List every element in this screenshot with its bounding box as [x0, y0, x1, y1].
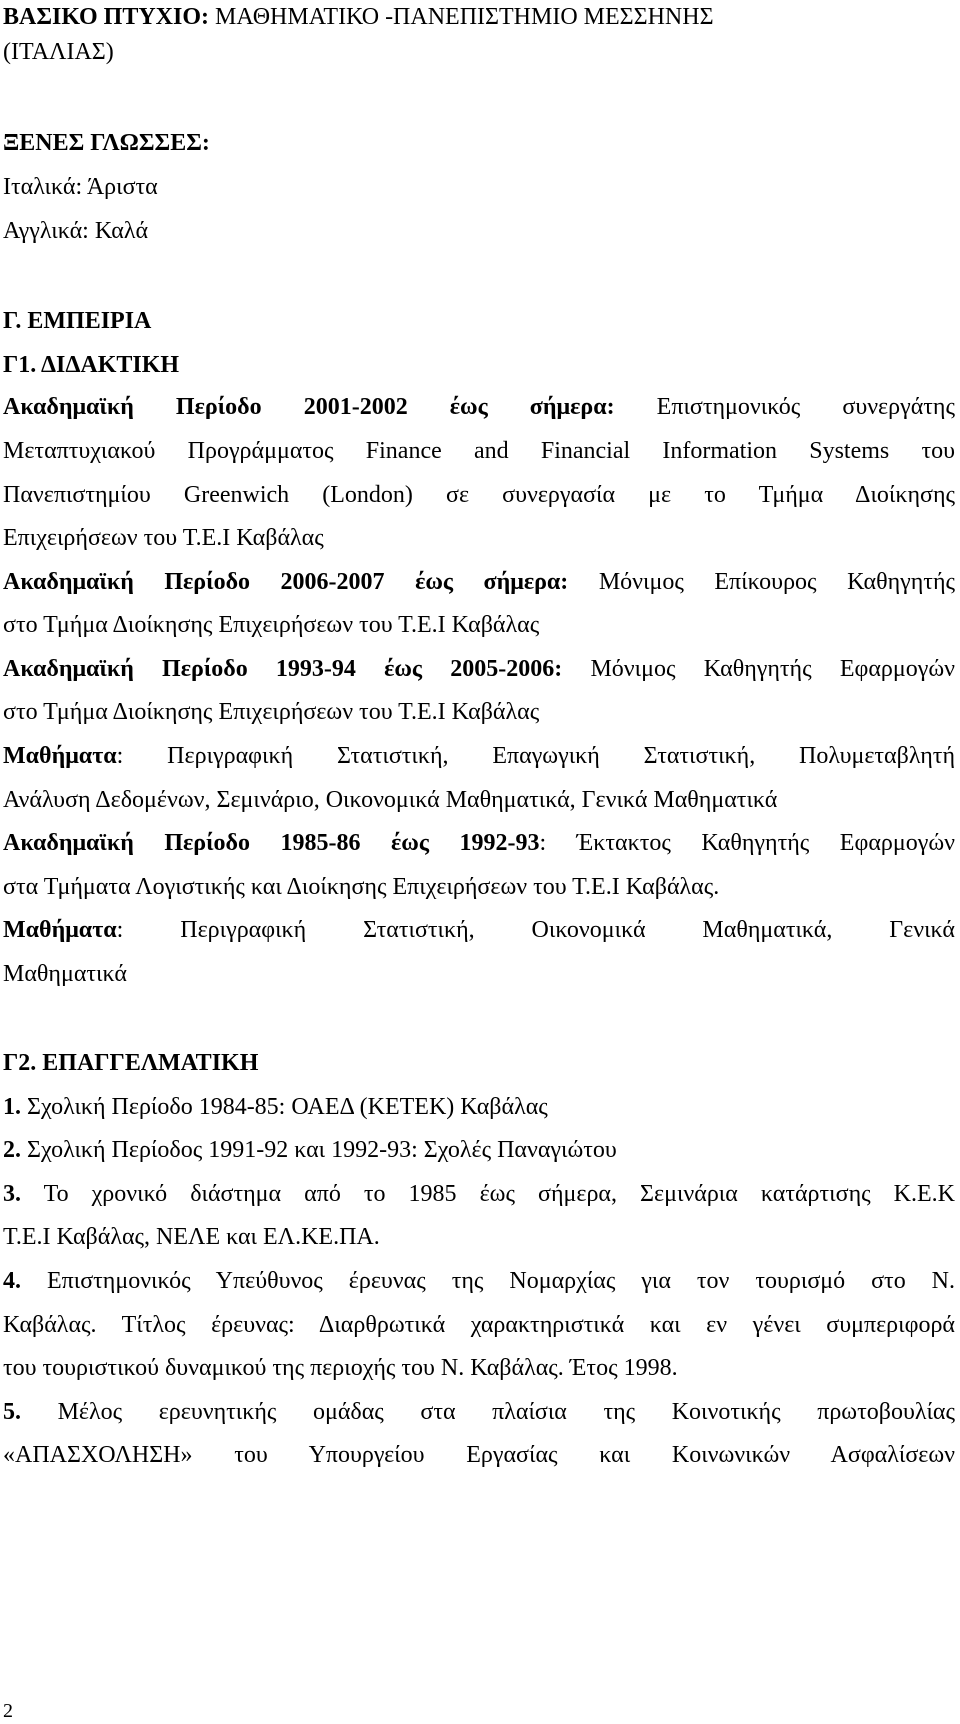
teaching-entry-4-courses-line-1: Μαθήματα: Περιγραφική Στατιστική, Οικονομικά Μαθηματικά, Γενικά: [3, 917, 955, 943]
teaching-heading: Γ1. ΔΙΔΑΚΤΙΚΗ: [3, 352, 180, 378]
language-italian: Ιταλικά: Άριστα: [3, 174, 158, 200]
teaching-entry-1-line-1: Ακαδημαϊκή Περίοδο 2001-2002 έως σήμερα: Επιστημονικός συνεργάτης: [3, 394, 955, 420]
teaching-entry-1-line-3: Πανεπιστημίου Greenwich (London) σε συνεργασία με το Τμήμα Διοίκησης: [3, 482, 955, 508]
teaching-entry-2-line-1: Ακαδημαϊκή Περίοδο 2006-2007 έως σήμερα: Μόνιμος Επίκουρος Καθηγητής: [3, 569, 955, 595]
languages-heading: ΞΕΝΕΣ ΓΛΩΣΣΕΣ:: [3, 130, 210, 156]
professional-item-4-line-3: του τουριστικού δυναμικού της περιοχής του Ν. Καβάλας. Έτος 1998.: [3, 1355, 678, 1381]
professional-item-5-line-2: «ΑΠΑΣΧΟΛΗΣΗ» του Υπουργείου Εργασίας και Κοινωνικών Ασφαλίσεων: [3, 1442, 955, 1468]
degree-label: ΒΑΣΙΚΟ ΠΤΥΧΙΟ:: [3, 4, 210, 30]
teaching-entry-4-courses-line-2: Μαθηματικά: [3, 961, 127, 987]
professional-item-4-line-1: 4. Επιστημονικός Υπεύθυνος έρευνας της Νομαρχίας για τον τουρισμό στο Ν.: [3, 1268, 955, 1294]
degree-country: (ΙΤΑΛΙΑΣ): [3, 39, 114, 65]
teaching-entry-3-courses-line-2: Ανάλυση Δεδομένων, Σεμινάριο, Οικονομικά Μαθηματικά, Γενικά Μαθηματικά: [3, 787, 778, 813]
language-english: Αγγλικά: Καλά: [3, 218, 149, 244]
teaching-entry-1-line-4: Επιχειρήσεων του Τ.Ε.Ι Καβάλας: [3, 525, 324, 551]
teaching-entry-3-line-1: Ακαδημαϊκή Περίοδο 1993-94 έως 2005-2006: Μόνιμος Καθηγητής Εφαρμογών: [3, 656, 956, 682]
teaching-entry-3-courses-line-1: Μαθήματα: Περιγραφική Στατιστική, Επαγωγική Στατιστική, Πολυμεταβλητή: [3, 743, 955, 769]
professional-item-2: 2. Σχολική Περίοδος 1991-92 και 1992-93: Σχολές Παναγιώτου: [3, 1137, 617, 1163]
professional-item-3-line-1: 3. Το χρονικό διάστημα από το 1985 έως σήμερα, Σεμινάρια κατάρτισης Κ.Ε.Κ: [3, 1181, 955, 1207]
page-number: 2: [3, 1700, 13, 1722]
teaching-entry-4-line-1: Ακαδημαϊκή Περίοδο 1985-86 έως 1992-93: Έκτακτος Καθηγητής Εφαρμογών: [3, 830, 955, 856]
professional-item-3-line-2: Τ.Ε.Ι Καβάλας, ΝΕΛΕ και ΕΛ.ΚΕ.ΠΑ.: [3, 1224, 380, 1250]
teaching-entry-2-line-2: στο Τμήμα Διοίκησης Επιχειρήσεων του Τ.Ε.Ι Καβάλας: [3, 612, 540, 638]
professional-item-5-line-1: 5. Μέλος ερευνητικής ομάδας στα πλαίσια της Κοινοτικής πρωτοβουλίας: [3, 1399, 955, 1425]
professional-item-4-line-2: Καβάλας. Τίτλος έρευνας: Διαρθρωτικά χαρακτηριστικά και εν γένει συμπεριφορά: [3, 1312, 955, 1338]
professional-heading: Γ2. ΕΠΑΓΓΕΛΜΑΤΙΚΗ: [3, 1050, 259, 1076]
teaching-entry-1-line-2: Μεταπτυχιακού Προγράμματος Finance and Financial Information Systems του: [3, 438, 955, 464]
professional-item-1: 1. Σχολική Περίοδο 1984-85: ΟΑΕΔ (ΚΕΤΕΚ) Καβάλας: [3, 1094, 548, 1120]
experience-heading: Γ. ΕΜΠΕΙΡΙΑ: [3, 308, 152, 334]
teaching-entry-3-line-2: στο Τμήμα Διοίκησης Επιχειρήσεων του Τ.Ε.Ι Καβάλας: [3, 699, 540, 725]
degree-line: ΒΑΣΙΚΟ ΠΤΥΧΙΟ: ΜΑΘΗΜΑΤΙΚΟ -ΠΑΝΕΠΙΣΤΗΜΙΟ ΜΕΣΣΗΝΗΣ: [3, 4, 714, 30]
teaching-entry-4-line-2: στα Τμήματα Λογιστικής και Διοίκησης Επιχειρήσεων του Τ.Ε.Ι Καβάλας.: [3, 874, 720, 900]
